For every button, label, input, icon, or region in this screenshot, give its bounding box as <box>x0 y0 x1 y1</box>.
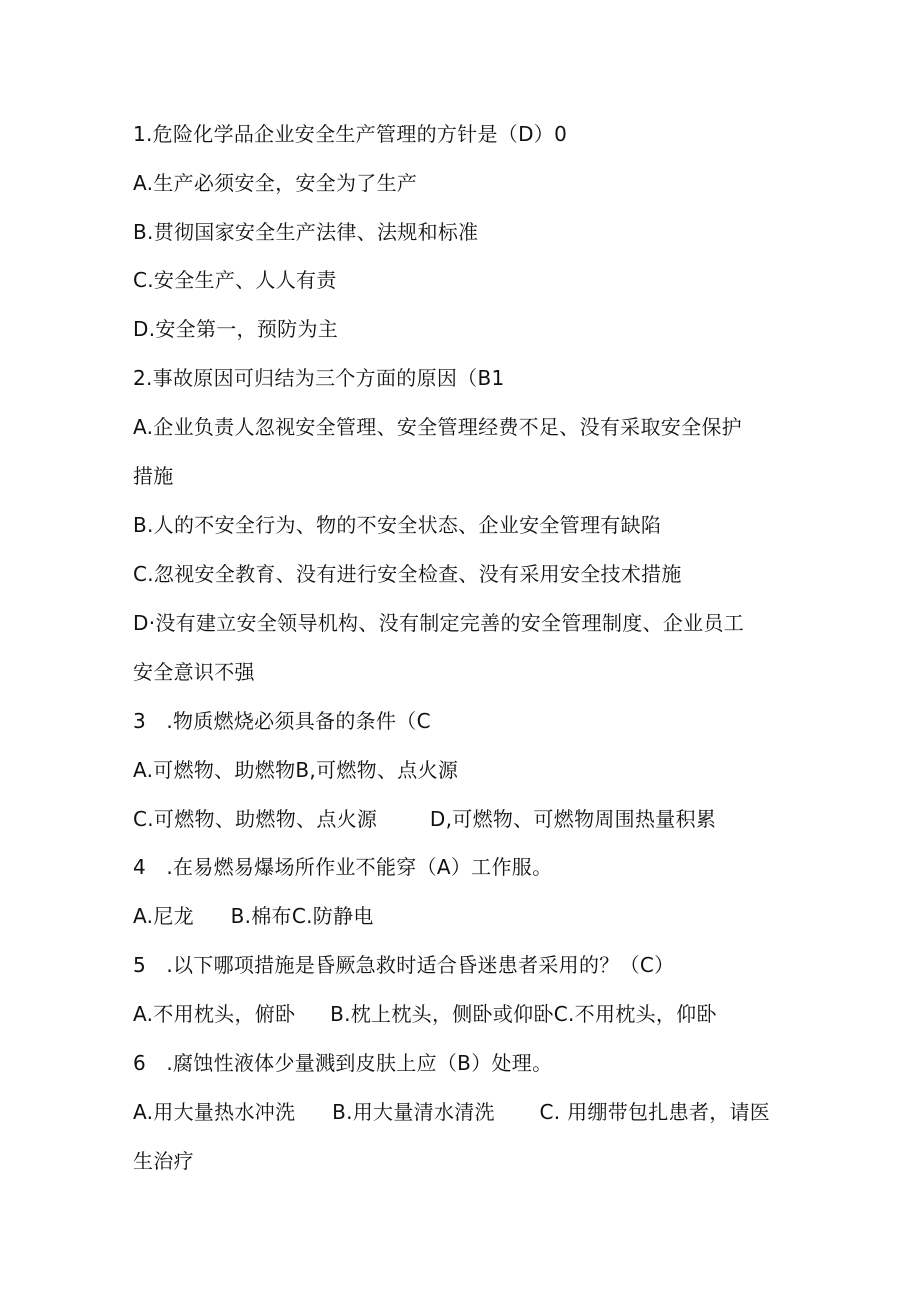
q1-stem: 1.危险化学品企业安全生产管理的方针是（D）0 <box>133 122 568 146</box>
q3-option-d: D,可燃物、可燃物周围热量积累 <box>429 807 717 831</box>
q2-stem: 2.事故原因可归结为三个方面的原因（B1 <box>133 366 505 390</box>
q1-option-c: C.安全生产、人人有责 <box>133 268 337 292</box>
q2-option-d-line1: D·没有建立安全领导机构、没有制定完善的安全管理制度、企业员工 <box>133 611 745 635</box>
q6-option-a: A.用大量热水冲洗 <box>133 1100 296 1124</box>
q3-options-cd <box>133 805 813 833</box>
q1-option-b: B.贯彻国家安全生产法律、法规和标准 <box>133 220 479 244</box>
q2-option-b: B.人的不安全行为、物的不安全状态、企业安全管理有缺陷 <box>133 513 662 537</box>
q2-option-a-line1: A.企业负责人忽视安全管理、安全管理经费不足、没有采取安全保护 <box>133 415 742 439</box>
q6-option-b: B.用大量清水清洗 <box>332 1100 495 1124</box>
q2-option-d-line2: 安全意识不强 <box>133 660 255 684</box>
q5-option-bc: B.枕上枕头，侧卧或仰卧C.不用枕头，仰卧 <box>330 1002 717 1026</box>
q2-option-c: C.忽视安全教育、没有进行安全检查、没有采用安全技术措施 <box>133 562 682 586</box>
q5-stem: 5 .以下哪项措施是昏厥急救时适合昏迷患者采用的？（C） <box>133 953 675 977</box>
q3-stem: 3 .物质燃烧必须具备的条件（C <box>133 709 431 733</box>
q6-option-c-line1: C. 用绷带包扎患者，请医 <box>539 1100 771 1124</box>
q1-option-a: A.生产必须安全，安全为了生产 <box>133 171 418 195</box>
q1-option-d: D.安全第一，预防为主 <box>133 317 339 341</box>
q3-option-ab: A.可燃物、助燃物B,可燃物、点火源 <box>133 758 459 782</box>
q2-option-a-line2: 措施 <box>133 464 174 488</box>
q5-option-a: A.不用枕头，俯卧 <box>133 1002 296 1026</box>
q4-stem: 4 .在易燃易爆场所作业不能穿（A）工作服。 <box>133 855 553 879</box>
q4-option-bc: B.棉布C.防静电 <box>230 904 374 928</box>
q6-stem: 6 .腐蚀性液体少量溅到皮肤上应（B）处理。 <box>133 1051 553 1075</box>
q3-option-c: C.可燃物、助燃物、点火源 <box>133 807 378 831</box>
q4-option-a: A.尼龙 <box>133 904 194 928</box>
q6-option-c-line2: 生治疗 <box>133 1149 194 1173</box>
q4-options <box>133 902 813 930</box>
q6-options <box>133 1098 813 1126</box>
q5-options <box>133 1000 813 1028</box>
